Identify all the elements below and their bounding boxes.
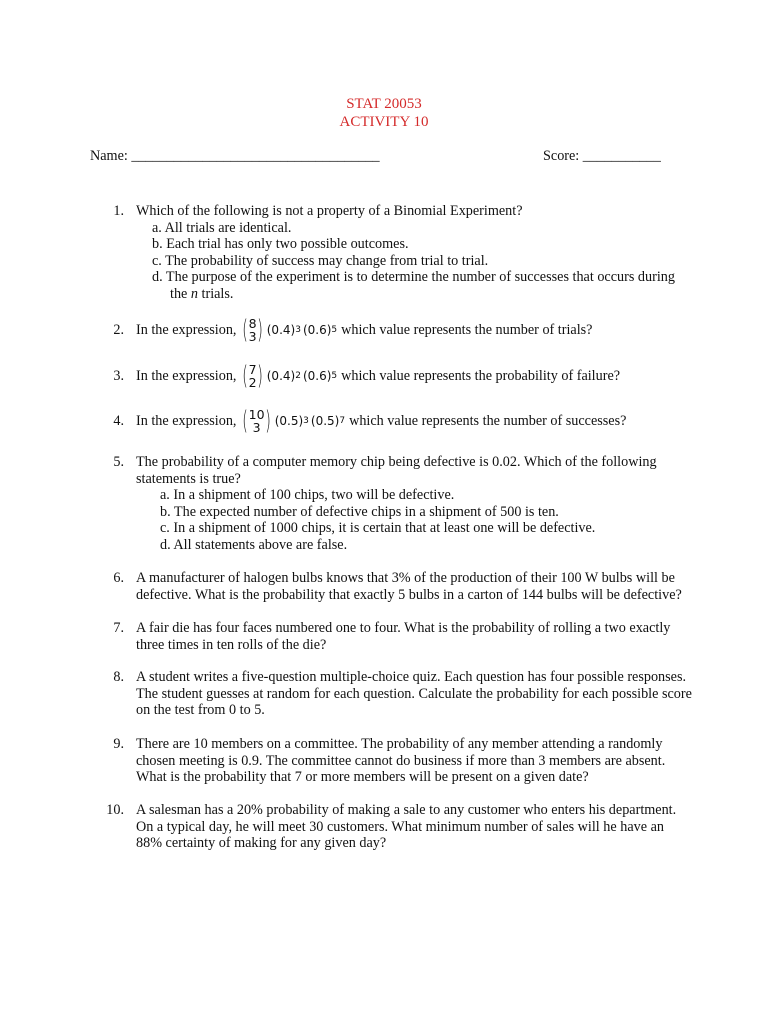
option-a: a. All trials are identical.	[152, 219, 292, 236]
option-d: d. All statements above are false.	[160, 536, 348, 553]
name-field: Name: ___________________________________	[90, 148, 380, 164]
option-b: b. Each trial has only two possible outcomes.	[152, 236, 409, 252]
question-number: 8.	[113, 669, 124, 685]
question-line: 88% certainty of making for any given day?	[136, 835, 387, 851]
question-line: On a typical day, he will meet 30 customers. What minimum number of sales will he have an	[136, 818, 664, 835]
option-c: c. In a shipment of 1000 chips, it is certain that at least one will be defective.	[160, 520, 596, 536]
question-text	[136, 736, 665, 786]
question-text	[136, 203, 675, 302]
question-line: The probability of a computer memory chip being defective is 0.02. Which of the following	[136, 454, 657, 470]
question-line: three times in ten rolls of the die?	[136, 636, 327, 653]
question-number: 7.	[113, 620, 124, 636]
score-field: Score: ___________	[543, 148, 661, 164]
question-line: defective. What is the probability that exactly 5 bulbs in a carton of 144 bulbs will be defective?	[136, 586, 682, 603]
question-stem: Which of the following is not a property of a Binomial Experiment?	[136, 203, 523, 219]
question-text	[136, 802, 676, 852]
question-text: In the expression, ( 8 3 ) (0.4) 3 (0.6) 5 which value represents the number of trials?	[136, 315, 593, 345]
question-line: A fair die has four faces numbered one to four. What is the probability of rolling a two exactly	[136, 620, 671, 636]
question-number: 3.	[113, 368, 124, 384]
course-code: STAT 20053	[346, 96, 422, 112]
option-c: c. The probability of success may change from trial to trial.	[152, 252, 489, 269]
option-d-continuation: the n trials.	[170, 285, 234, 302]
option-a: a. In a shipment of 100 chips, two will be defective.	[160, 487, 455, 503]
question-number: 4.	[113, 413, 124, 429]
question-line: statements is true?	[136, 470, 241, 487]
question-text	[136, 570, 682, 603]
question-line: The student guesses at random for each question. Calculate the probability for each possible score	[136, 685, 692, 702]
question-line: What is the probability that 7 or more members will be present on a given date?	[136, 769, 589, 785]
question-text	[136, 454, 657, 553]
binomial-coefficient: 8 3	[248, 316, 257, 344]
option-d: d. The purpose of the experiment is to determine the number of successes that occurs during	[152, 269, 675, 285]
question-text	[136, 669, 692, 719]
question-line: A salesman has a 20% probability of making a sale to any customer who enters his department.	[136, 802, 677, 818]
question-number: 5.	[113, 454, 124, 470]
question-line: chosen meeting is 0.9. The committee cannot do business if more than 3 members are absent.	[136, 752, 666, 769]
question-text	[136, 620, 670, 653]
question-number: 1.	[113, 203, 124, 219]
question-text: In the expression, ( 10 3 ) (0.5) 3 (0.5) 7 which value represents the number of successes?	[136, 406, 627, 436]
question-line: on the test from 0 to 5.	[136, 702, 265, 718]
activity-title: ACTIVITY 10	[339, 114, 429, 130]
binomial-expression: ( 7 2 ) (0.4) 2 (0.6) 5	[242, 361, 338, 391]
binomial-coefficient: 7 2	[248, 362, 257, 390]
question-number: 9.	[113, 736, 124, 752]
question-text: In the expression, ( 7 2 ) (0.4) 2 (0.6) 5 which value represents the probability of failure?	[136, 361, 621, 391]
option-b: b. The expected number of defective chips in a shipment of 500 is ten.	[160, 503, 559, 520]
question-number: 2.	[113, 322, 124, 338]
binomial-coefficient: 10 3	[248, 407, 265, 435]
binomial-expression: ( 8 3 ) (0.4) 3 (0.6) 5	[242, 315, 338, 345]
question-number: 6.	[113, 570, 124, 586]
binomial-expression: ( 10 3 ) (0.5) 3 (0.5) 7	[242, 406, 346, 436]
question-line: A student writes a five-question multiple-choice quiz. Each question has four possible responses.	[136, 669, 687, 685]
question-number: 10.	[106, 802, 124, 818]
question-line: There are 10 members on a committee. The probability of any member attending a randomly	[136, 736, 663, 752]
question-line: A manufacturer of halogen bulbs knows that 3% of the production of their 100 W bulbs will be	[136, 570, 675, 586]
